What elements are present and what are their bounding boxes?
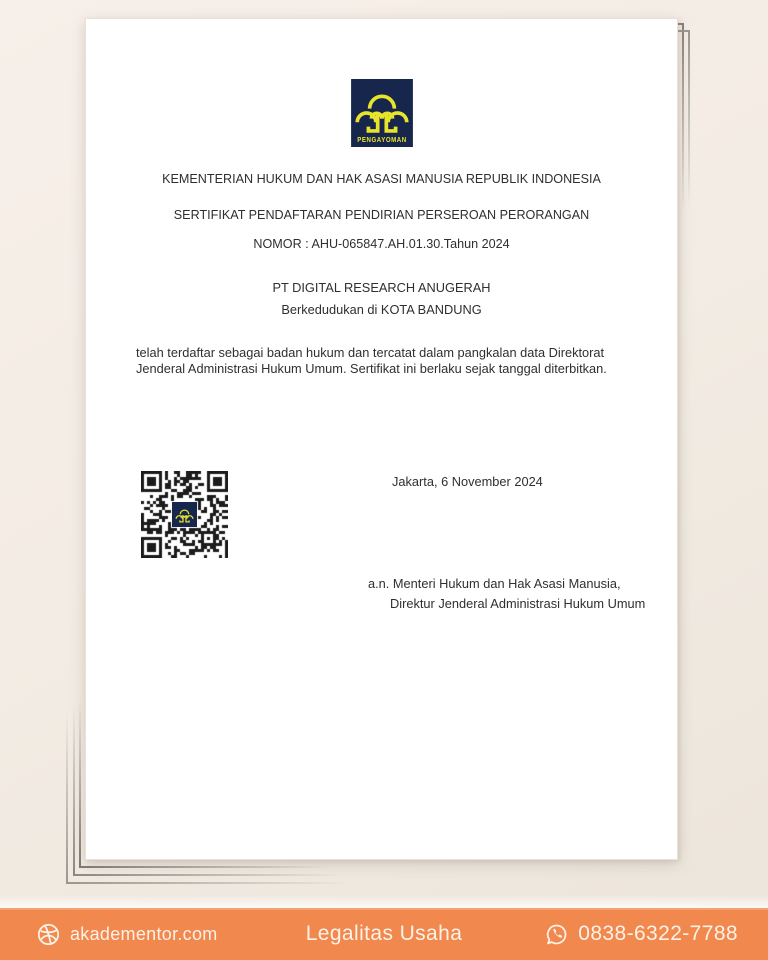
- whatsapp-icon: [544, 922, 569, 947]
- brand-group: [36, 908, 218, 960]
- logo-caption: PENGAYOMAN: [356, 136, 407, 145]
- corner-line-bottom-left: [66, 712, 68, 884]
- qr-code: [141, 471, 228, 558]
- certificate-number: NOMOR : AHU-065847.AH.01.30.Tahun 2024: [253, 237, 510, 251]
- signature-line-2: Direktur Jenderal Administrasi Hukum Umum: [390, 596, 646, 611]
- corner-line-top-right: [682, 23, 684, 213]
- footer-bar: [0, 908, 768, 960]
- footer-glow-band: [0, 895, 768, 908]
- kemenkumham-logo-icon: [351, 79, 413, 147]
- certificate-title: SERTIFIKAT PENDAFTARAN PENDIRIAN PERSEROAN PERORANGAN: [173, 208, 590, 222]
- corner-line-bottom-left: [79, 866, 329, 868]
- corner-line-bottom-left: [66, 882, 351, 884]
- corner-line-top-right: [688, 30, 690, 206]
- corner-line-bottom-left: [79, 700, 81, 866]
- certificate-paper: [85, 18, 678, 860]
- brand-label: akadementor.com: [70, 923, 218, 944]
- corner-line-bottom-left: [73, 874, 341, 876]
- footer-center-label: Legalitas Usaha: [305, 922, 463, 945]
- signature-block: [368, 574, 645, 614]
- ministry-name: KEMENTERIAN HUKUM DAN HAK ASASI MANUSIA REPUBLIK INDONESIA: [162, 172, 601, 186]
- qr-center-logo-icon: [172, 502, 197, 527]
- phone-number: 0838-6322-7788: [578, 922, 738, 945]
- company-domicile: Berkedudukan di KOTA BANDUNG: [281, 302, 482, 317]
- company-name: PT DIGITAL RESEARCH ANUGERAH: [272, 280, 491, 295]
- certificate-body-text: telah terdaftar sebagai badan hukum dan tercatat dalam pangkalan data Direktorat Jenderal Administrasi Hukum Umum. Sertifikat ini berlaku sejak tanggal diterbitkan.: [136, 345, 607, 376]
- dribbble-ball-icon: [36, 922, 61, 947]
- corner-line-bottom-left: [73, 706, 75, 874]
- date-place: Jakarta, 6 November 2024: [392, 474, 543, 489]
- signature-line-1: a.n. Menteri Hukum dan Hak Asasi Manusia,: [368, 576, 621, 591]
- phone-group: [544, 908, 738, 960]
